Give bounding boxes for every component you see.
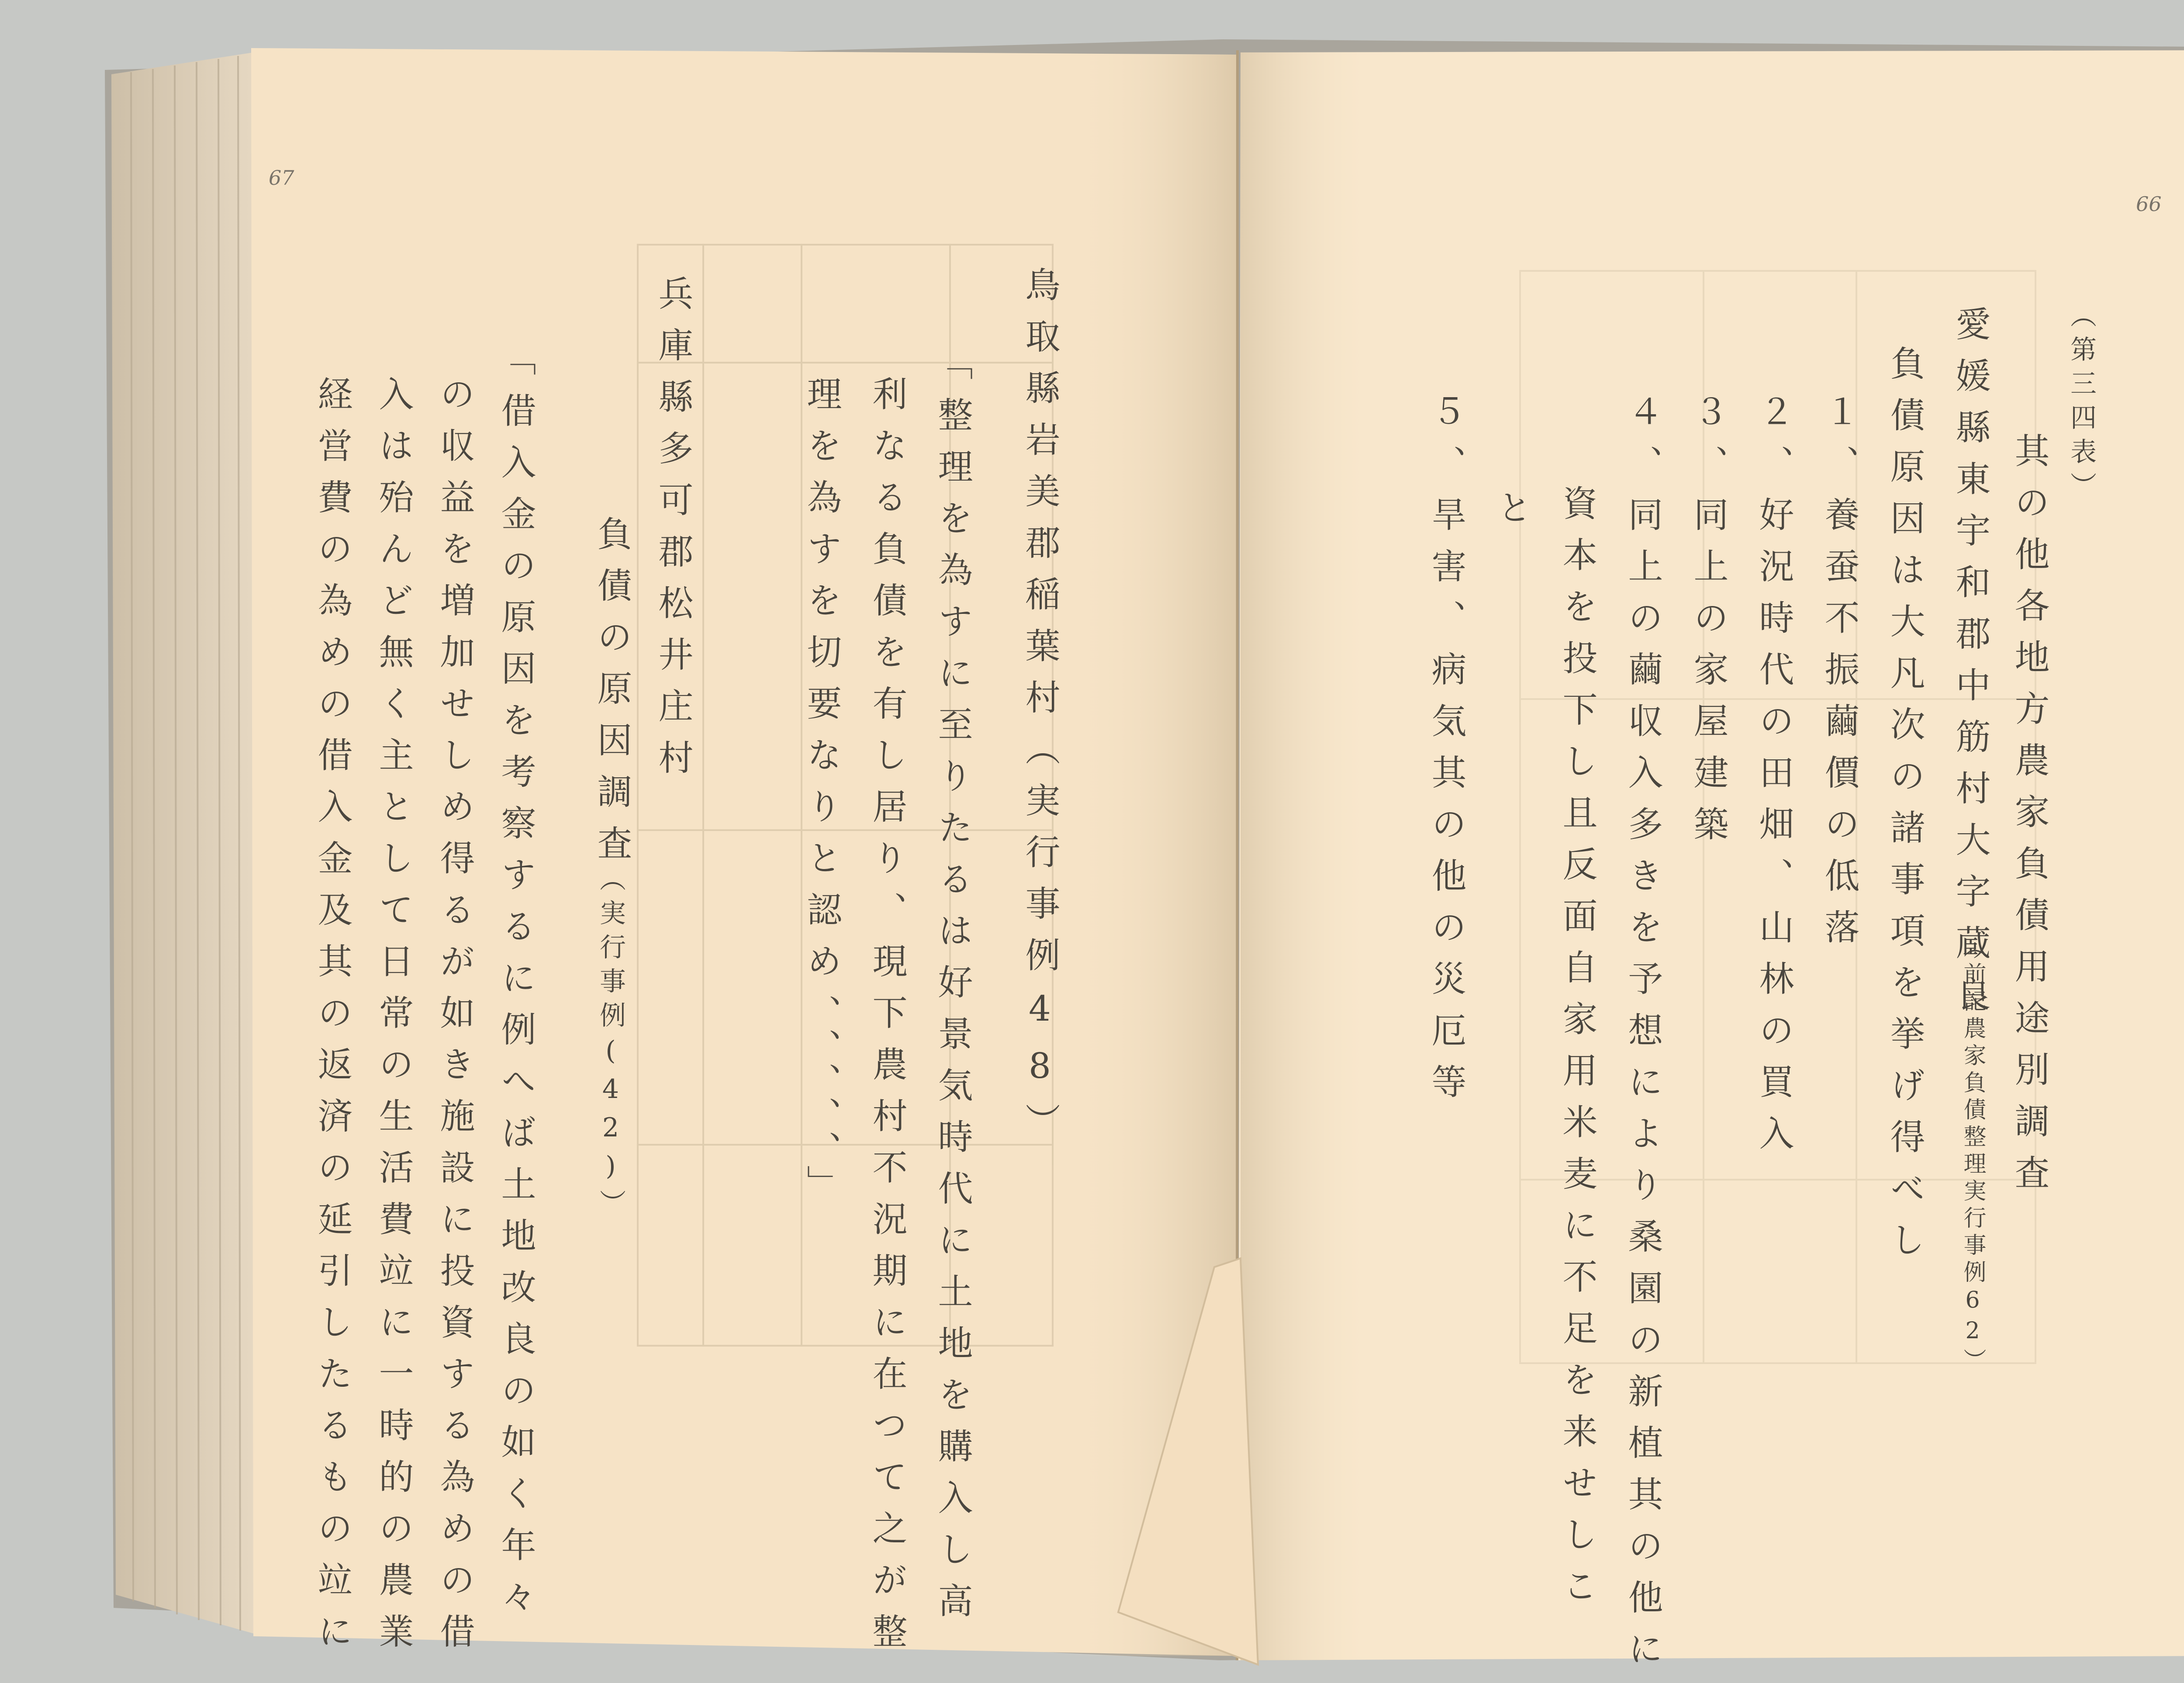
right-col-location: 愛媛縣東宇和郡中筋村大字蔵良 [1950, 306, 1990, 1028]
left-col-6: 負債の原因調査 [591, 516, 632, 876]
left-col-5: 兵庫縣多可郡松井庄村 [653, 275, 693, 791]
left-col-8: 「借入金の原因を考察するに例へば土地改良の如く年々 [495, 341, 536, 1630]
left-col-3: 利なる負債を有し居り、現下農村不況期に在つて之が整 [867, 376, 907, 1665]
right-col-item-4-cont: 資本を投下し且反面自家用米麦に不足を来せしこ [1557, 485, 1597, 1619]
left-col-2: 「整理を為すに至りたるは好景気時代に土地を購入し高 [932, 345, 973, 1634]
right-page-number: 66 [2136, 192, 2162, 216]
left-col-11: 経営費の為めの借入金及其の返済の延引したるもの竝に [312, 376, 352, 1665]
right-col-note: （前記農家負債整理実行事例62） [1959, 935, 1986, 1375]
right-col-intro: 負債原因は大凡次の諸事項を挙げ得べし [1884, 345, 1925, 1273]
right-col-item-4-end: と [1491, 489, 1532, 541]
right-col-item-1: １、養蚕不振繭價の低落 [1819, 393, 1859, 960]
right-col-item-3: ３、同上の家屋建築 [1688, 393, 1728, 857]
right-col-title: 其の他各地方農家負債用途別調査 [2009, 433, 2049, 1206]
left-col-4: 理を為すを切要なりと認め、、、、、」 [801, 376, 842, 1216]
right-col-item-5: ５、旱害、病気其の他の災厄等 [1426, 393, 1466, 1115]
left-col-10: 入は殆んど無く主として日常の生活費竝に一時的の農業 [373, 376, 414, 1665]
right-col-item-2: ２、好況時代の田畑、山林の買入 [1753, 393, 1794, 1167]
left-col-9: の収益を増加せしめ得るが如き施設に投資する為めの借 [434, 376, 475, 1665]
left-col-1: 鳥取縣岩美郡稲葉村（実行事例48） [1019, 267, 1060, 1154]
left-page-number: 67 [269, 166, 294, 190]
right-col-item-4: ４、同上の繭収入多きを予想により桑園の新植其の他に [1622, 393, 1663, 1682]
left-col-7: （実行事例(42)） [595, 865, 626, 1223]
right-col-table-number: （第三四表） [2066, 301, 2097, 506]
